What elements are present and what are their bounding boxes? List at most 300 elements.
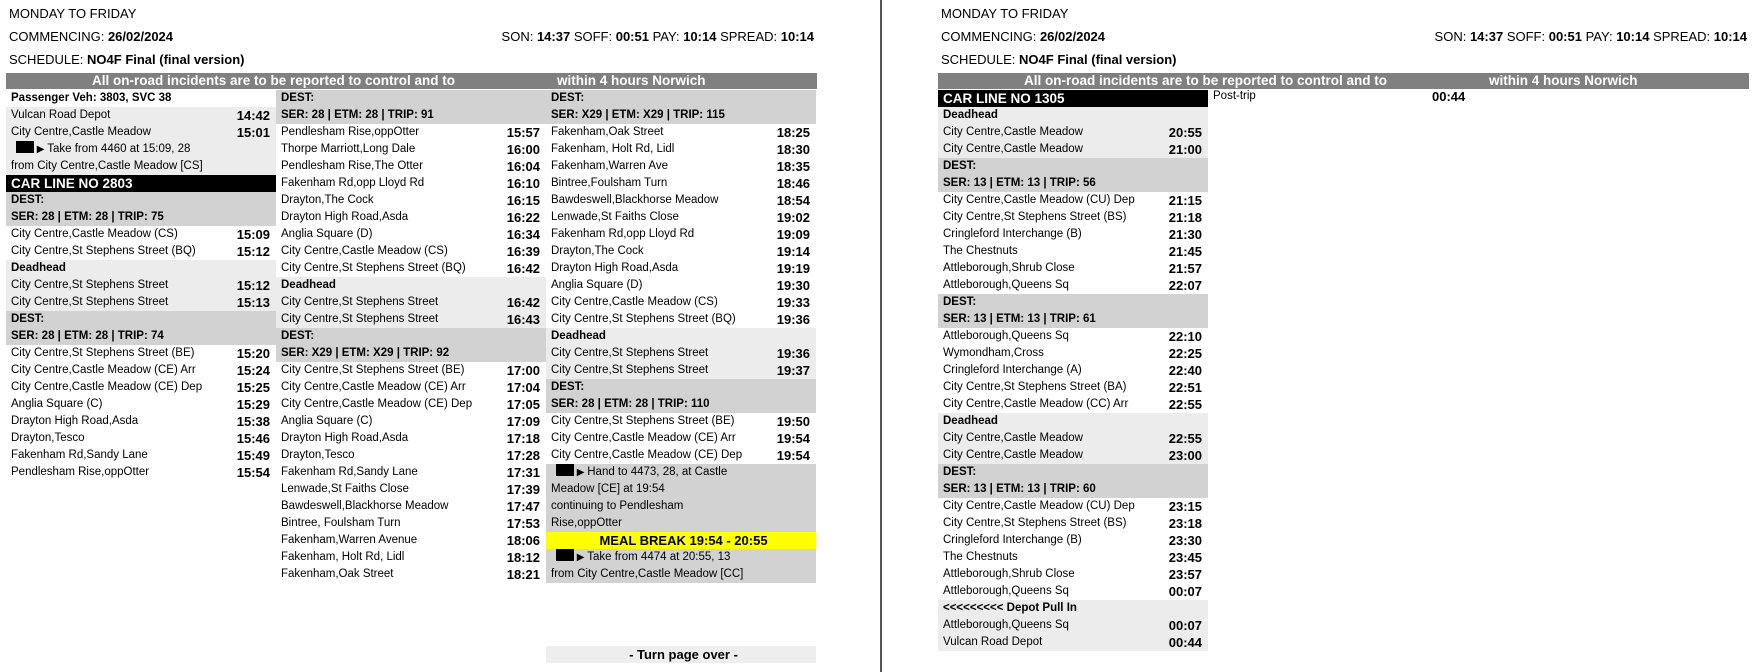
row-time: 00:44	[1168, 635, 1202, 650]
row-text: City Centre,Castle Meadow	[943, 126, 1083, 138]
row-time: 19:33	[776, 295, 810, 310]
row-text: SER: 13 | ETM: 13 | TRIP: 61	[943, 313, 1096, 325]
schedule-row	[938, 124, 1208, 141]
schedule-row	[546, 345, 816, 362]
trip-header-row	[938, 175, 1208, 192]
schedule-row	[546, 192, 816, 209]
row-time: 00:07	[1168, 584, 1202, 599]
row-text: Rise,oppOtter	[551, 517, 622, 529]
schedule-row	[276, 379, 546, 396]
schedule-row	[938, 566, 1208, 583]
row-text: City Centre,St Stephens Street (BA)	[943, 381, 1127, 393]
row-text: Fakenham,Oak Street	[281, 568, 394, 580]
row-text: City Centre,Castle Meadow	[943, 432, 1083, 444]
instruction-row	[546, 464, 816, 481]
instruction-row	[546, 549, 816, 566]
schedule-row	[938, 226, 1208, 243]
row-text: SER: 28 | ETM: 28 | TRIP: 91	[281, 109, 434, 121]
row-time: 17:53	[506, 516, 540, 531]
schedule-row	[938, 345, 1208, 362]
days-label: MONDAY TO FRIDAY	[9, 6, 137, 21]
duty-stats: SON: 14:37 SOFF: 00:51 PAY: 10:14 SPREAD: 10:14	[501, 29, 814, 44]
schedule-row	[6, 345, 276, 362]
row-time: 18:46	[776, 176, 810, 191]
row-text: City Centre,St Stephens Street	[551, 364, 709, 376]
row-text: City Centre,St Stephens Street (BS)	[943, 517, 1127, 529]
row-text: City Centre,St Stephens Street (BE)	[11, 347, 195, 359]
row-text: Deadhead	[11, 262, 66, 274]
schedule-column-2	[276, 90, 546, 583]
row-text: Passenger Veh: 3803, SVC 38	[11, 92, 172, 104]
row-text: Vulcan Road Depot	[11, 109, 111, 121]
schedule-row	[546, 175, 816, 192]
section-heading	[938, 107, 1208, 124]
row-time: 16:04	[506, 159, 540, 174]
row-text: Cringleford Interchange (B)	[943, 228, 1082, 240]
row-text: City Centre,Castle Meadow	[943, 449, 1083, 461]
row-text: Drayton High Road,Asda	[281, 432, 409, 444]
row-text: City Centre,St Stephens Street	[11, 279, 169, 291]
schedule-row	[276, 141, 546, 158]
schedule-row	[938, 532, 1208, 549]
schedule-row	[276, 226, 546, 243]
schedule-row	[276, 294, 546, 311]
row-time: 15:09	[236, 227, 270, 242]
handover-marker-icon	[556, 549, 574, 561]
row-text: Fakenham, Holt Rd, Lidl	[281, 551, 405, 563]
row-text: SER: X29 | ETM: X29 | TRIP: 115	[551, 109, 725, 121]
row-text: Drayton High Road,Asda	[281, 211, 409, 223]
schedule-row	[546, 277, 816, 294]
row-text: City Centre,St Stephens Street (BQ)	[551, 313, 736, 325]
schedule-row	[276, 175, 546, 192]
schedule-row	[546, 430, 816, 447]
banner-text-2: within 4 hours Norwich	[1489, 73, 1638, 88]
row-text: Anglia Square (C)	[281, 415, 373, 427]
row-time: 18:25	[776, 125, 810, 140]
schedule-row	[938, 617, 1208, 634]
row-text: Drayton High Road,Asda	[11, 415, 139, 427]
row-time: 18:06	[506, 533, 540, 548]
row-time: 16:42	[506, 261, 540, 276]
row-time: 18:12	[506, 550, 540, 565]
trip-header-row	[6, 192, 276, 209]
row-time: 22:55	[1168, 397, 1202, 412]
row-text: City Centre,Castle Meadow (CE) Arr	[551, 432, 736, 444]
row-time: 17:05	[506, 397, 540, 412]
row-text: DEST:	[943, 160, 977, 172]
schedule-row	[938, 396, 1208, 413]
schedule-row	[938, 260, 1208, 277]
row-text: City Centre,St Stephens Street	[551, 347, 709, 359]
row-text: Bintree,Foulsham Turn	[551, 177, 668, 189]
row-time: 21:30	[1168, 227, 1202, 242]
trip-header-row	[938, 294, 1208, 311]
row-time: 15:57	[506, 125, 540, 140]
trip-header-row	[938, 158, 1208, 175]
row-text: Fakenham Rd,opp Lloyd Rd	[281, 177, 425, 189]
row-text: DEST:	[281, 330, 315, 342]
row-text: Pendlesham Rise,oppOtter	[281, 126, 420, 138]
row-text: City Centre,Castle Meadow (CC) Arr	[943, 398, 1129, 410]
row-time: 15:29	[236, 397, 270, 412]
row-time: 17:31	[506, 465, 540, 480]
row-text: City Centre,Castle Meadow (CU) Dep	[943, 194, 1135, 206]
row-time: 17:00	[506, 363, 540, 378]
schedule-row	[276, 464, 546, 481]
row-text: SER: X29 | ETM: X29 | TRIP: 92	[281, 347, 450, 359]
schedule-row	[276, 311, 546, 328]
row-text: City Centre,St Stephens Street	[281, 313, 439, 325]
row-text: City Centre,St Stephens Street (BE)	[281, 364, 465, 376]
schedule-column-3	[546, 90, 816, 583]
arrow-right-icon: ▶	[34, 144, 48, 155]
row-text: City Centre,Castle Meadow (CS)	[281, 245, 448, 257]
trip-header-row	[938, 464, 1208, 481]
row-time: 15:46	[236, 431, 270, 446]
row-time: 16:39	[506, 244, 540, 259]
row-time: 23:57	[1168, 567, 1202, 582]
row-text: Fakenham, Holt Rd, Lidl	[551, 143, 675, 155]
row-time: 23:15	[1168, 499, 1202, 514]
trip-header-row	[546, 90, 816, 107]
row-time: 15:49	[236, 448, 270, 463]
commencing-line: COMMENCING: 26/02/2024	[9, 29, 174, 44]
row-time: 21:45	[1168, 244, 1202, 259]
schedule-row	[6, 430, 276, 447]
row-text: Fakenham Rd,opp Lloyd Rd	[551, 228, 695, 240]
row-text: City Centre,Castle Meadow	[943, 143, 1083, 155]
row-time: 15:01	[236, 125, 270, 140]
row-text: Attleborough,Queens Sq	[943, 585, 1069, 597]
row-text: Drayton,The Cock	[551, 245, 644, 257]
section-heading	[546, 328, 816, 345]
row-time: 17:09	[506, 414, 540, 429]
row-text: City Centre,Castle Meadow (CS)	[11, 228, 178, 240]
trip-header-row	[938, 311, 1208, 328]
meal-break-row	[546, 532, 816, 549]
schedule-row	[546, 260, 816, 277]
schedule-row	[546, 124, 816, 141]
schedule-row	[276, 192, 546, 209]
row-text: Deadhead	[551, 330, 606, 342]
schedule-row	[276, 549, 546, 566]
section-heading	[276, 277, 546, 294]
schedule-row	[6, 379, 276, 396]
row-text: Fakenham,Warren Ave	[551, 160, 668, 172]
row-text: DEST:	[11, 313, 45, 325]
row-time: 15:20	[236, 346, 270, 361]
schedule-row	[938, 447, 1208, 464]
schedule-row	[6, 158, 276, 175]
trip-header-row	[546, 107, 816, 124]
row-text: DEST:	[551, 381, 585, 393]
row-time: 15:12	[236, 278, 270, 293]
row-text: City Centre,St Stephens Street	[11, 296, 169, 308]
row-time: 15:12	[236, 244, 270, 259]
row-text: Deadhead	[943, 415, 998, 427]
row-text: Fakenham Rd,Sandy Lane	[281, 466, 418, 478]
row-text: Attleborough,Queens Sq	[943, 330, 1069, 342]
row-text: Anglia Square (D)	[551, 279, 643, 291]
schedule-row	[546, 447, 816, 464]
row-text: City Centre,Castle Meadow (CE) Dep	[551, 449, 743, 461]
schedule-row	[6, 107, 276, 124]
schedule-line: SCHEDULE: NO4F Final (final version)	[9, 52, 245, 67]
schedule-row	[276, 515, 546, 532]
trip-header-row	[938, 481, 1208, 498]
row-text: from City Centre,Castle Meadow [CC]	[551, 568, 744, 580]
banner-text-2: within 4 hours Norwich	[557, 73, 706, 88]
row-text: Bawdeswell,Blackhorse Meadow	[551, 194, 719, 206]
schedule-row	[938, 430, 1208, 447]
turn-page-over-note: - Turn page over -	[546, 646, 816, 663]
row-time: 15:24	[236, 363, 270, 378]
row-time: 22:40	[1168, 363, 1202, 378]
row-time: 14:42	[236, 108, 270, 123]
row-text: Attleborough,Queens Sq	[943, 619, 1069, 631]
schedule-row	[546, 362, 816, 379]
row-time: 16:15	[506, 193, 540, 208]
row-text: Attleborough,Shrub Close	[943, 568, 1075, 580]
row-time: 17:28	[506, 448, 540, 463]
post-trip-time: 00:44	[1432, 89, 1466, 104]
row-time: 19:54	[776, 431, 810, 446]
trip-header-row	[276, 328, 546, 345]
row-text: Hand to 4473, 28, at Castle	[587, 466, 728, 478]
trip-header-row	[546, 396, 816, 413]
schedule-row	[276, 481, 546, 498]
row-time: 22:25	[1168, 346, 1202, 361]
schedule-row	[6, 226, 276, 243]
row-text: Bintree, Foulsham Turn	[281, 517, 401, 529]
days-label: MONDAY TO FRIDAY	[941, 6, 1069, 21]
row-text: SER: 13 | ETM: 13 | TRIP: 56	[943, 177, 1096, 189]
schedule-row	[938, 277, 1208, 294]
schedule-row	[938, 209, 1208, 226]
instruction-row	[546, 481, 816, 498]
row-text: City Centre,St Stephens Street (BE)	[551, 415, 735, 427]
schedule-row	[938, 498, 1208, 515]
schedule-row	[6, 243, 276, 260]
section-heading	[938, 413, 1208, 430]
schedule-row	[6, 464, 276, 481]
trip-header-row	[6, 209, 276, 226]
row-text: City Centre,Castle Meadow (CS)	[551, 296, 718, 308]
schedule-row	[938, 192, 1208, 209]
schedule-row	[276, 243, 546, 260]
trip-header-row	[6, 328, 276, 345]
arrow-right-icon: ▶	[574, 467, 588, 478]
row-text: Cringleford Interchange (A)	[943, 364, 1082, 376]
row-time: 17:18	[506, 431, 540, 446]
row-text: City Centre,Castle Meadow (CE) Arr	[11, 364, 196, 376]
section-heading	[938, 600, 1208, 617]
row-time: 19:14	[776, 244, 810, 259]
row-time: 19:37	[776, 363, 810, 378]
row-text: The Chestnuts	[943, 245, 1018, 257]
schedule-row	[6, 294, 276, 311]
schedule-row	[6, 362, 276, 379]
schedule-row	[938, 515, 1208, 532]
schedule-row	[276, 566, 546, 583]
row-time: 23:00	[1168, 448, 1202, 463]
row-text: Lenwade,St Faiths Close	[281, 483, 409, 495]
row-time: 16:43	[506, 312, 540, 327]
row-text: City Centre,Castle Meadow (CE) Arr	[281, 381, 466, 393]
schedule-row	[546, 413, 816, 430]
row-text: Take from 4474 at 20:55, 13	[587, 551, 731, 563]
row-text: SER: 28 | ETM: 28 | TRIP: 74	[11, 330, 164, 342]
instruction-row	[546, 566, 816, 583]
schedule-row	[546, 158, 816, 175]
row-time: 22:51	[1168, 380, 1202, 395]
handover-marker-icon	[556, 464, 574, 476]
instruction-row	[546, 498, 816, 515]
row-text: City Centre,Castle Meadow (CE) Dep	[11, 381, 203, 393]
schedule-row	[6, 447, 276, 464]
row-time: 16:22	[506, 210, 540, 225]
row-text: DEST:	[551, 92, 585, 104]
section-heading	[6, 260, 276, 277]
row-text: MEAL BREAK 19:54 - 20:55	[599, 533, 768, 548]
row-text: Drayton,The Cock	[281, 194, 374, 206]
row-text: Anglia Square (C)	[11, 398, 103, 410]
row-text: Cringleford Interchange (B)	[943, 534, 1082, 546]
row-text: City Centre,Castle Meadow	[11, 126, 151, 138]
row-text: Attleborough,Shrub Close	[943, 262, 1075, 274]
row-text: DEST:	[11, 194, 45, 206]
row-text: Anglia Square (D)	[281, 228, 373, 240]
row-time: 17:39	[506, 482, 540, 497]
row-time: 23:18	[1168, 516, 1202, 531]
schedule-row	[276, 362, 546, 379]
row-time: 18:54	[776, 193, 810, 208]
row-text: DEST:	[281, 92, 315, 104]
row-text: SER: 28 | ETM: 28 | TRIP: 75	[11, 211, 164, 223]
row-time: 19:36	[776, 312, 810, 327]
row-text: Pendlesham Rise,The Otter	[281, 160, 423, 172]
row-time: 21:57	[1168, 261, 1202, 276]
schedule-row	[938, 141, 1208, 158]
row-text: SER: 28 | ETM: 28 | TRIP: 110	[551, 398, 710, 410]
row-time: 16:42	[506, 295, 540, 310]
row-time: 15:38	[236, 414, 270, 429]
row-time: 15:25	[236, 380, 270, 395]
row-text: Attleborough,Queens Sq	[943, 279, 1069, 291]
row-text: DEST:	[943, 466, 977, 478]
row-text: Deadhead	[281, 279, 336, 291]
row-time: 23:45	[1168, 550, 1202, 565]
schedule-row	[6, 413, 276, 430]
schedule-row	[938, 379, 1208, 396]
row-time: 16:34	[506, 227, 540, 242]
incident-banner	[6, 73, 817, 89]
row-text: Fakenham,Warren Avenue	[281, 534, 418, 546]
banner-text-1: All on-road incidents are to be reported to control and to	[92, 73, 456, 88]
commencing-line: COMMENCING: 26/02/2024	[941, 29, 1106, 44]
row-time: 19:54	[776, 448, 810, 463]
row-text: Lenwade,St Faiths Close	[551, 211, 679, 223]
row-time: 19:09	[776, 227, 810, 242]
schedule-row	[276, 447, 546, 464]
row-text: Bawdeswell,Blackhorse Meadow	[281, 500, 449, 512]
row-time: 22:10	[1168, 329, 1202, 344]
row-text: <<<<<<<<< Depot Pull In	[943, 602, 1077, 614]
instruction-row	[546, 515, 816, 532]
row-text: Take from 4460 at 15:09, 28	[47, 143, 191, 155]
duty-stats: SON: 14:37 SOFF: 00:51 PAY: 10:14 SPREAD: 10:14	[1434, 29, 1747, 44]
row-text: City Centre,Castle Meadow (CE) Dep	[281, 398, 473, 410]
banner-text-1: All on-road incidents are to be reported to control and to	[1024, 73, 1388, 88]
schedule-row	[276, 260, 546, 277]
row-text: Meadow [CE] at 19:54	[551, 483, 665, 495]
row-text: City Centre,St Stephens Street (BQ)	[11, 245, 196, 257]
schedule-row	[938, 328, 1208, 345]
post-trip-label: Post-trip	[1213, 90, 1256, 102]
row-time: 19:36	[776, 346, 810, 361]
schedule-row	[546, 141, 816, 158]
row-time: 23:30	[1168, 533, 1202, 548]
row-time: 17:04	[506, 380, 540, 395]
trip-header-row	[6, 311, 276, 328]
row-text: Vulcan Road Depot	[943, 636, 1043, 648]
schedule-row	[6, 396, 276, 413]
row-time: 17:47	[506, 499, 540, 514]
row-time: 15:54	[236, 465, 270, 480]
schedule-row	[276, 498, 546, 515]
trip-header-row	[546, 379, 816, 396]
schedule-row	[6, 277, 276, 294]
row-text: SER: 13 | ETM: 13 | TRIP: 60	[943, 483, 1096, 495]
trip-header-row	[276, 107, 546, 124]
row-text: Drayton,Tesco	[11, 432, 85, 444]
row-time: 18:21	[506, 567, 540, 582]
row-text: CAR LINE NO 2803	[11, 176, 133, 191]
schedule-row	[938, 634, 1208, 651]
row-time: 19:30	[776, 278, 810, 293]
schedule-row	[276, 158, 546, 175]
schedule-row	[546, 243, 816, 260]
row-text: Thorpe Marriott,Long Dale	[281, 143, 416, 155]
row-text: Fakenham Rd,Sandy Lane	[11, 449, 148, 461]
row-text: The Chestnuts	[943, 551, 1018, 563]
instruction-row	[6, 141, 276, 158]
handover-marker-icon	[16, 141, 34, 153]
row-text: Drayton,Tesco	[281, 449, 355, 461]
row-time: 00:07	[1168, 618, 1202, 633]
row-time: 20:55	[1168, 125, 1202, 140]
schedule-row	[276, 413, 546, 430]
schedule-row	[276, 124, 546, 141]
row-text: Pendlesham Rise,oppOtter	[11, 466, 150, 478]
schedule-row	[546, 311, 816, 328]
schedule-row	[546, 294, 816, 311]
schedule-row	[938, 549, 1208, 566]
schedule-page-right	[882, 0, 1755, 672]
arrow-right-icon: ▶	[574, 552, 588, 563]
row-time: 15:13	[236, 295, 270, 310]
row-text: City Centre,St Stephens Street	[281, 296, 439, 308]
row-time: 16:10	[506, 176, 540, 191]
row-text: CAR LINE NO 1305	[943, 91, 1065, 106]
schedule-column-1	[6, 90, 276, 481]
schedule-row	[276, 396, 546, 413]
schedule-row	[276, 532, 546, 549]
row-text: City Centre,St Stephens Street (BQ)	[281, 262, 466, 274]
row-text: Wymondham,Cross	[943, 347, 1044, 359]
schedule-line: SCHEDULE: NO4F Final (final version)	[941, 52, 1177, 67]
